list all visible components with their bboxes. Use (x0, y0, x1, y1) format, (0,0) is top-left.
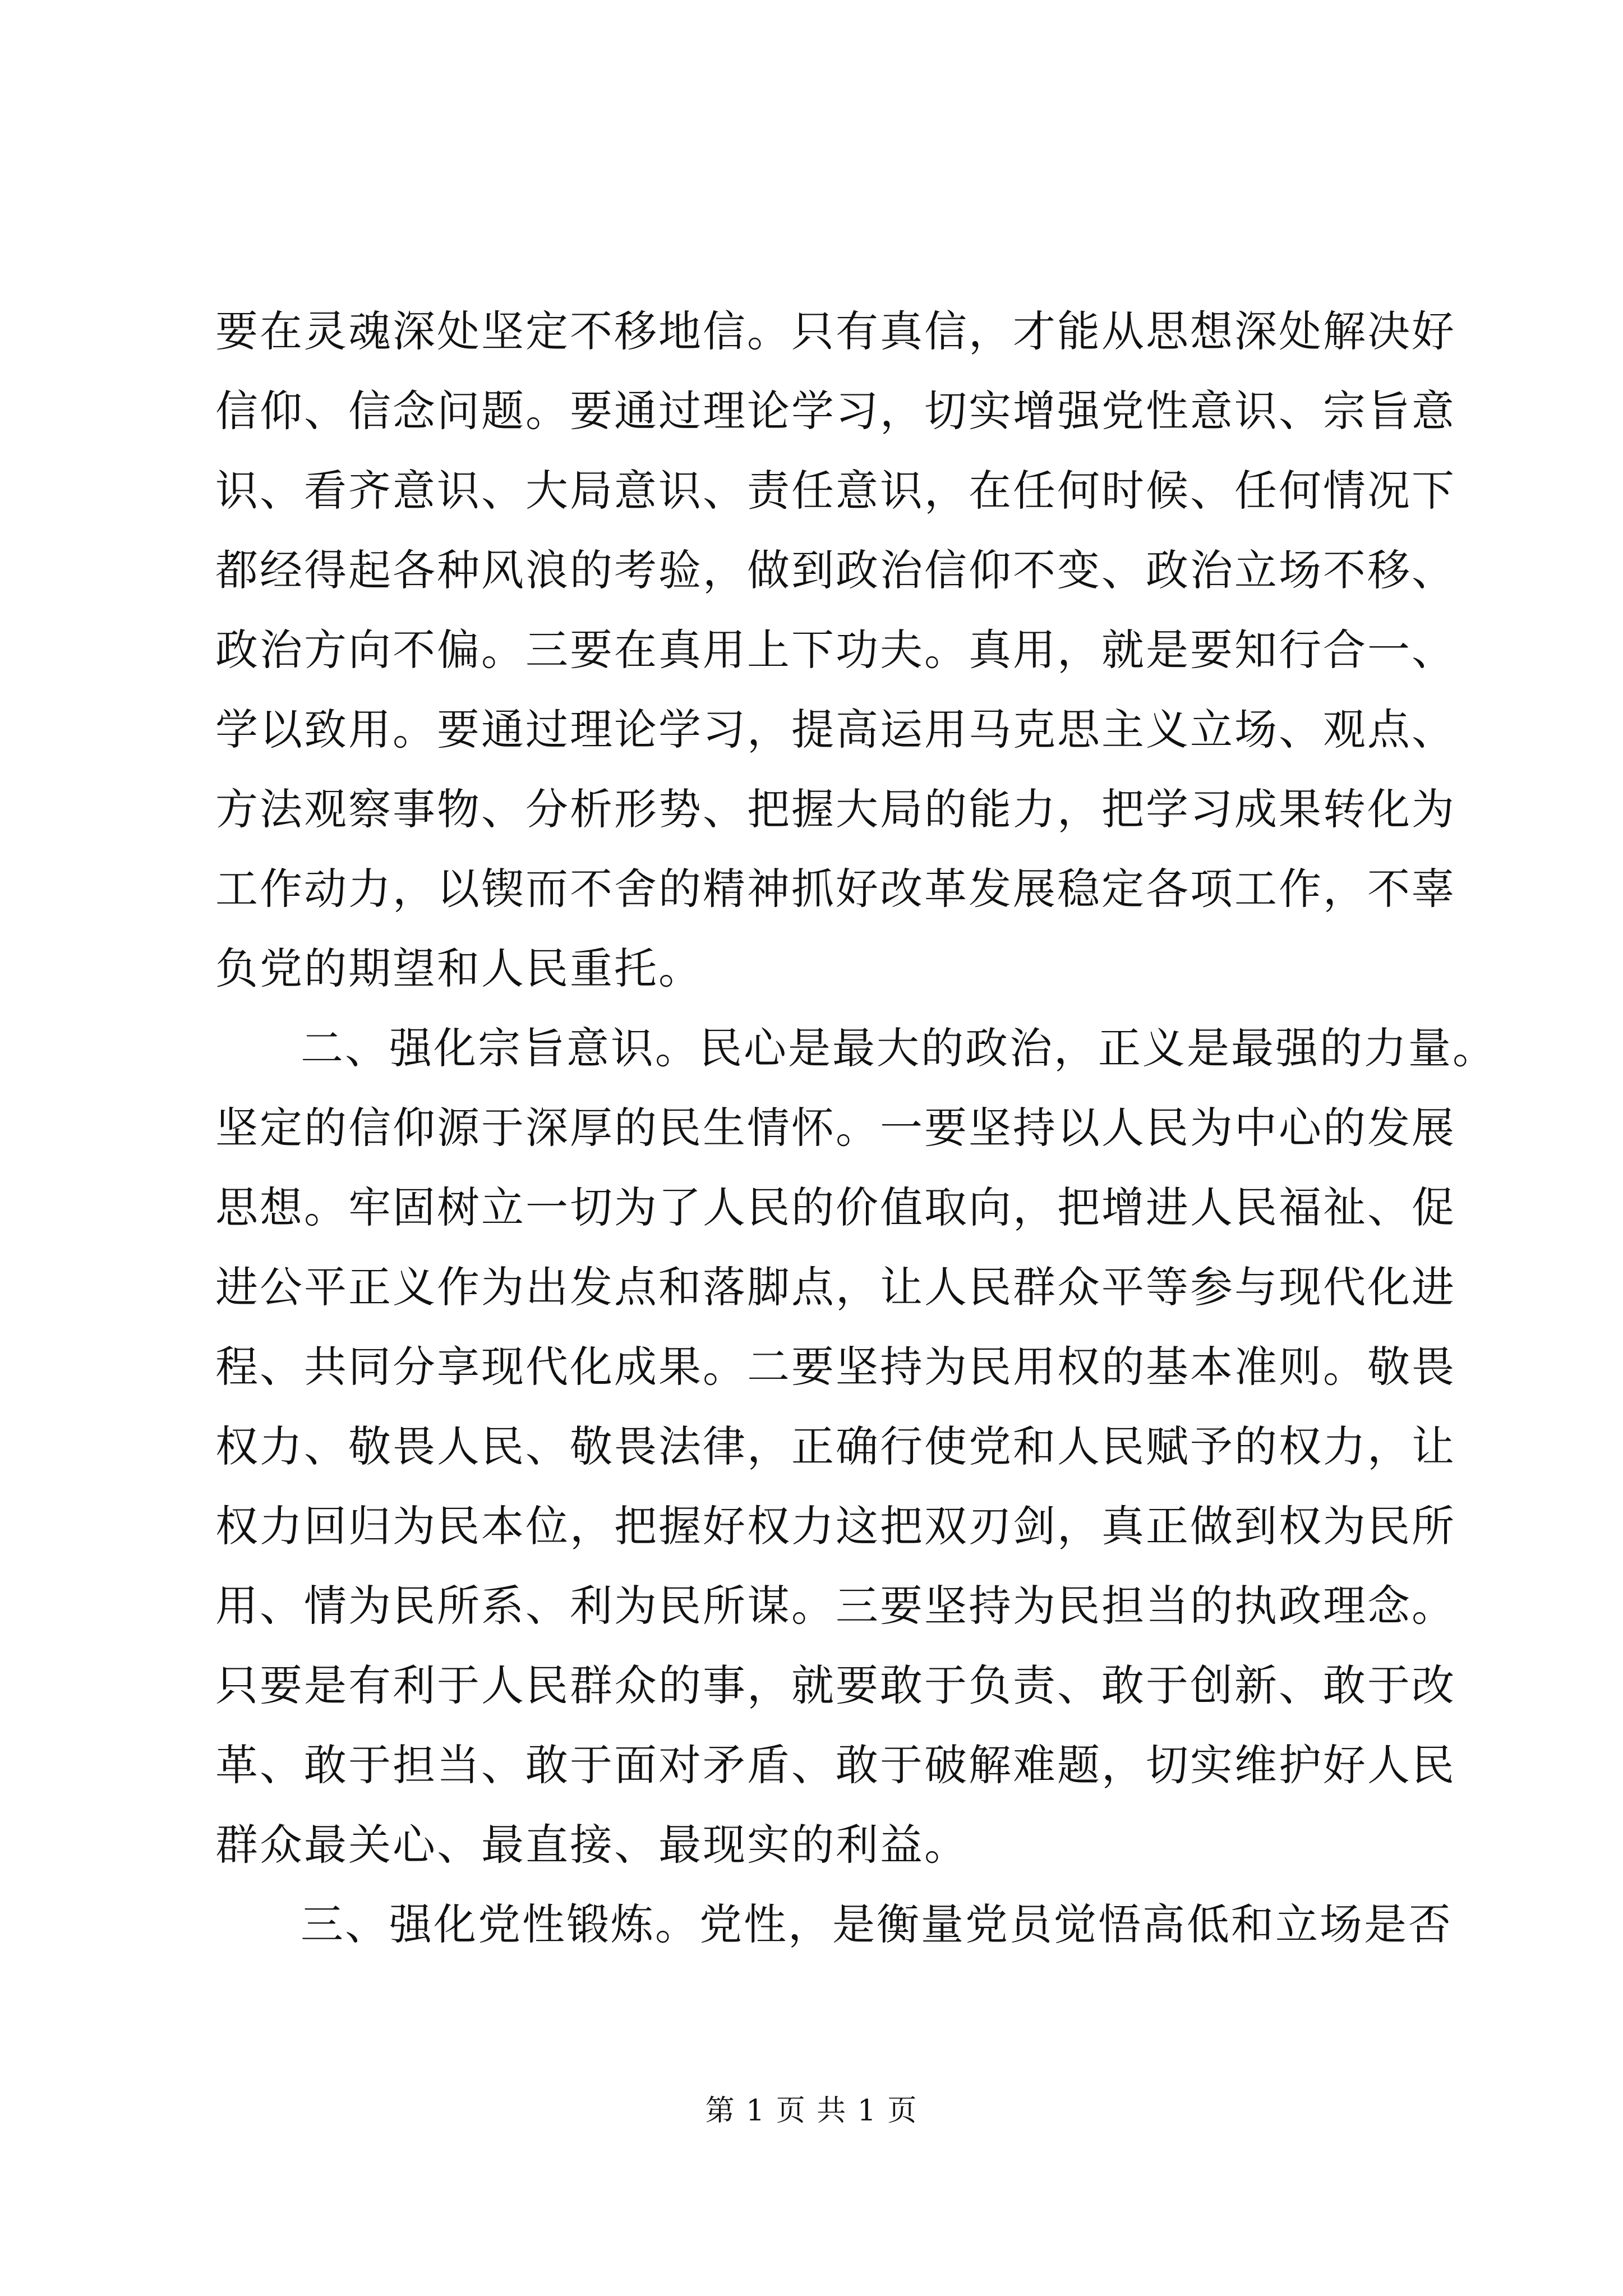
text-line: 进公平正义作为出发点和落脚点，让人民群众平等参与现代化进 (215, 1262, 1456, 1312)
text-line: 革、敢于担当、敢于面对矛盾、敢于破解难题，切实维护好人民 (215, 1740, 1456, 1790)
text-line: 只要是有利于人民群众的事，就要敢于负责、敢于创新、敢于改 (215, 1660, 1456, 1710)
text-line: 用、情为民所系、利为民所谋。三要坚持为民担当的执政理念。 (215, 1581, 1456, 1631)
text-line: 政治方向不偏。三要在真用上下功夫。真用，就是要知行合一、 (215, 625, 1456, 675)
text-line: 权力、敬畏人民、敬畏法律，正确行使党和人民赋予的权力，让 (215, 1421, 1456, 1471)
text-line: 工作动力，以锲而不舍的精神抓好改革发展稳定各项工作，不辜 (215, 864, 1456, 914)
text-line: 群众最关心、最直接、最现实的利益。 (215, 1820, 969, 1870)
text-line: 信仰、信念问题。要通过理论学习，切实增强党性意识、宗旨意 (215, 386, 1456, 436)
text-line: 要在灵魂深处坚定不移地信。只有真信，才能从思想深处解决好 (215, 306, 1456, 356)
paragraph-start-line: 二、强化宗旨意识。民心是最大的政治，正义是最强的力量。 (301, 1023, 1497, 1073)
text-line: 识、看齐意识、大局意识、责任意识，在任何时候、任何情况下 (215, 466, 1456, 516)
text-line: 程、共同分享现代化成果。二要坚持为民用权的基本准则。敬畏 (215, 1342, 1456, 1392)
page-footer: 第 1 页 共 1 页 (705, 2094, 918, 2128)
text-line: 学以致用。要通过理论学习，提高运用马克思主义立场、观点、 (215, 705, 1456, 754)
text-line: 权力回归为民本位，把握好权力这把双刃剑，真正做到权为民所 (215, 1501, 1456, 1551)
text-line: 思想。牢固树立一切为了人民的价值取向，把增进人民福祉、促 (215, 1182, 1456, 1232)
text-line: 坚定的信仰源于深厚的民生情怀。一要坚持以人民为中心的发展 (215, 1103, 1456, 1153)
text-line: 方法观察事物、分析形势、把握大局的能力，把学习成果转化为 (215, 784, 1456, 834)
text-line: 都经得起各种风浪的考验，做到政治信仰不变、政治立场不移、 (215, 545, 1456, 595)
document-body (215, 292, 1497, 1964)
text-line: 负党的期望和人民重托。 (215, 944, 703, 993)
paragraph-start-line: 三、强化党性锻炼。党性，是衡量党员觉悟高低和立场是否 (301, 1899, 1453, 1949)
